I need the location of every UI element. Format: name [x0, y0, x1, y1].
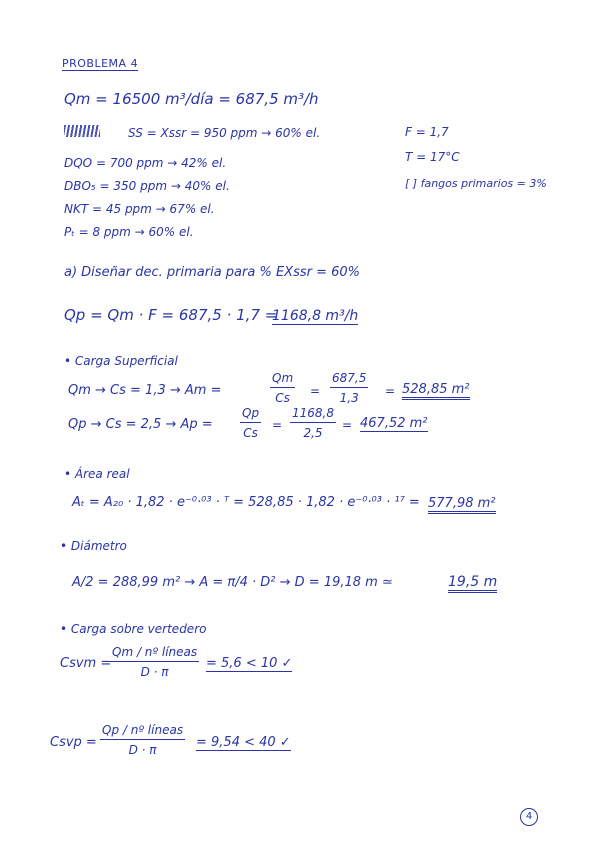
- am-frac-num: Qm: [270, 372, 295, 388]
- am-frac2-num: 687,5: [330, 372, 368, 388]
- ap-equals: =: [272, 418, 283, 432]
- am-fraction-numeric: [330, 372, 368, 404]
- am-fraction-symbolic: [270, 372, 295, 404]
- area-real-result: 577,98 m²: [428, 497, 496, 514]
- csvm-lhs: Csvm =: [60, 656, 112, 671]
- temperature: T = 17°C: [405, 150, 460, 164]
- am-result: 528,85 m²: [402, 383, 470, 400]
- am-frac-den: Cs: [275, 391, 290, 405]
- am-equals: =: [310, 384, 321, 398]
- csvp-fraction: [100, 724, 185, 756]
- carga-superficial-heading: • Carga Superficial: [64, 354, 178, 368]
- diametro-heading: • Diámetro: [60, 539, 127, 553]
- crossed-out-scribble: [64, 125, 100, 137]
- qp-equation: Qp = Qm · F = 687,5 · 1,7 =: [64, 306, 278, 324]
- diametro-expression: A/2 = 288,99 m² → A = π/4 · D² → D = 19,18 m ≃: [72, 575, 393, 590]
- area-real-heading: • Área real: [64, 467, 130, 481]
- csvp-frac-den: D · π: [128, 743, 157, 757]
- csvm-fraction: [110, 646, 199, 678]
- am-lhs: Qm → Cs = 1,3 → Am =: [68, 383, 222, 398]
- fangos-primarios: [ ] fangos primarios = 3%: [405, 177, 547, 190]
- ap-frac-den: Cs: [243, 426, 258, 440]
- am-frac2-den: 1,3: [339, 391, 359, 405]
- ap-frac2-num: 1168,8: [290, 407, 336, 423]
- ap-frac-num: Qp: [240, 407, 261, 423]
- ap-fraction-numeric: [290, 407, 336, 439]
- ap-result: 467,52 m²: [360, 416, 428, 431]
- ap-lhs: Qp → Cs = 2,5 → Ap =: [68, 417, 213, 432]
- ap-fraction-symbolic: [240, 407, 261, 439]
- csvp-result: = 9,54 < 40 ✓: [196, 735, 291, 750]
- csvm-frac-den: D · π: [140, 665, 169, 679]
- page-number: 4: [520, 808, 538, 826]
- nkt-line: NKT = 45 ppm → 67% el.: [64, 202, 215, 216]
- problem-title: PROBLEMA 4: [62, 57, 139, 70]
- ap-equals-2: =: [342, 418, 353, 432]
- ss-line: SS = Xssr = 950 ppm → 60% el.: [128, 126, 321, 140]
- pt-line: Pₜ = 8 ppm → 60% el.: [64, 225, 194, 239]
- csvp-lhs: Csvp =: [50, 735, 97, 750]
- dbo-line: DBO₅ = 350 ppm → 40% el.: [64, 179, 230, 193]
- dqo-line: DQO = 700 ppm → 42% el.: [64, 156, 227, 170]
- area-real-expression: Aₜ = A₂₀ · 1,82 · e⁻⁰·⁰³ · ᵀ = 528,85 · 1,82 · e⁻⁰·⁰³ · ¹⁷ =: [72, 495, 420, 510]
- am-equals-2: =: [385, 384, 396, 398]
- carga-vertedero-heading: • Carga sobre vertedero: [60, 622, 207, 636]
- csvm-result: = 5,6 < 10 ✓: [206, 656, 293, 671]
- ap-frac2-den: 2,5: [303, 426, 323, 440]
- csvm-frac-num: Qm / nº líneas: [110, 646, 199, 662]
- csvp-frac-num: Qp / nº líneas: [100, 724, 185, 740]
- qp-result: 1168,8 m³/h: [272, 308, 359, 324]
- diametro-result: 19,5 m: [448, 575, 497, 593]
- part-a-heading: a) Diseñar dec. primaria para % EXssr = 60%: [64, 265, 361, 280]
- factor-f: F = 1,7: [405, 125, 449, 139]
- flow-equation: Qm = 16500 m³/día = 687,5 m³/h: [64, 90, 319, 108]
